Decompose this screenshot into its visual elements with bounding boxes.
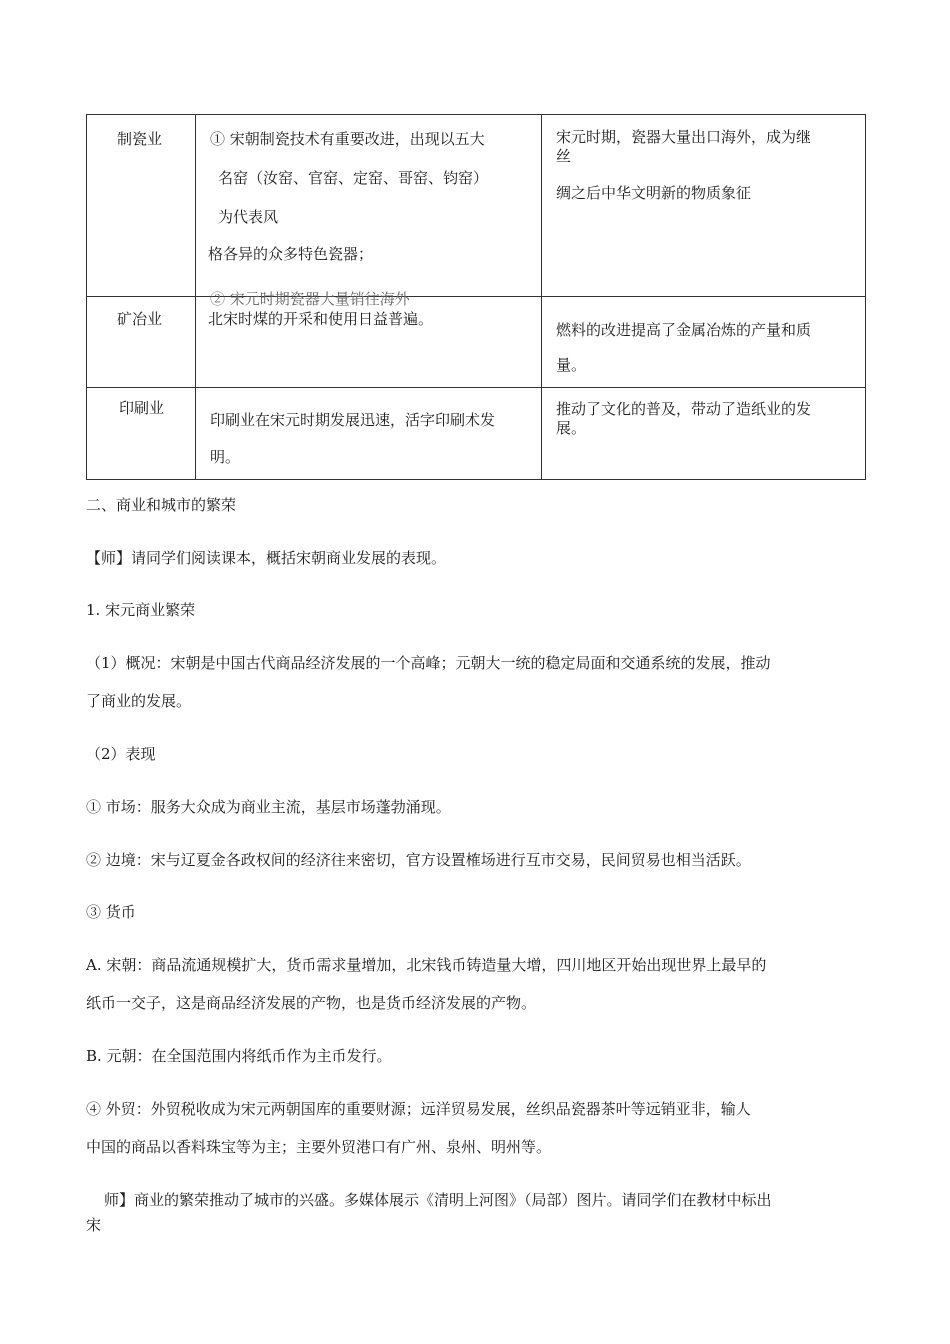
- numbered-heading: 1. 宋元商业繁荣: [86, 601, 196, 619]
- detail-line: 印刷业在宋元时期发展迅速，活字印刷术发: [210, 411, 496, 429]
- impact-line: 绸之后中华文明新的物质象征: [556, 184, 752, 202]
- paragraph-line: ① 市场：服务大众成为商业主流，基层市场蓬勃涌现。: [86, 798, 451, 816]
- clipped-text: ② 宋元时期瓷器大量销往海外: [210, 290, 410, 308]
- detail-line: ① 宋朝制瓷技术有重要改进，出现以五大: [210, 130, 485, 148]
- detail-line: 名窑（汝窑、官窑、定窑、哥窑、钧窑）: [218, 169, 489, 187]
- table-row: [87, 297, 866, 388]
- impact-line: 宋元时期，瓷器大量出口海外，成为继: [556, 128, 812, 146]
- detail-line: 为代表风: [218, 208, 279, 226]
- paragraph-line: ③ 货币: [86, 903, 136, 921]
- section-heading: 二、商业和城市的繁荣: [86, 496, 237, 514]
- paragraph-line: （1）概况：宋朝是中国古代商品经济发展的一个高峰；元朝大一统的稳定局面和交通系统的发展，推动: [86, 654, 771, 672]
- teacher-line: 【师】请同学们阅读课本，概括宋朝商业发展的表现。: [86, 549, 447, 567]
- paragraph-line: A. 宋朝：商品流通规模扩大，货币需求量增加，北宋钱币铸造量大增，四川地区开始出现世界上最早的: [86, 956, 767, 974]
- industry-name: 矿冶业: [117, 310, 163, 328]
- impact-line: 燃料的改进提高了金属冶炼的产量和质: [556, 321, 812, 339]
- paragraph-line: ② 边境：宋与辽夏金各政权间的经济往来密切，官方设置榷场进行互市交易，民间贸易也相当活跃。: [86, 851, 751, 869]
- paragraph-line: （2）表现: [86, 745, 156, 763]
- impact-line: 展。: [556, 419, 587, 437]
- paragraph-line: 宋: [86, 1216, 102, 1234]
- paragraph-line: 中国的商品以香料珠宝等为主；主要外贸港口有广州、泉州、明州等。: [86, 1138, 552, 1156]
- impact-line: 量。: [556, 356, 587, 374]
- detail-line: 北宋时煤的开采和使用日益普遍。: [208, 310, 434, 328]
- impact-line: 丝: [556, 147, 572, 165]
- detail-line: 明。: [210, 448, 241, 466]
- industry-name: 印刷业: [119, 399, 165, 417]
- table-row: [87, 388, 866, 480]
- paragraph-line: 纸币一交子，这是商品经济发展的产物，也是货币经济发展的产物。: [86, 994, 537, 1012]
- paragraph-line: 了商业的发展。: [86, 692, 192, 710]
- table-row: [87, 115, 866, 297]
- impact-line: 推动了文化的普及，带动了造纸业的发: [556, 400, 812, 418]
- paragraph-line: B. 元朝：在全国范围内将纸币作为主币发行。: [86, 1047, 392, 1065]
- industry-table: [86, 114, 866, 480]
- paragraph-line: 师】商业的繁荣推动了城市的兴盛。多媒体展示《清明上河图》（局部）图片。请同学们在教材中标出: [104, 1191, 772, 1209]
- detail-line: 格各异的众多特色瓷器；: [208, 245, 374, 263]
- industry-name: 制瓷业: [117, 130, 163, 148]
- paragraph-line: ④ 外贸：外贸税收成为宋元两朝国库的重要财源；远洋贸易发展，丝织品瓷器茶叶等远销亚非，输人: [86, 1100, 751, 1118]
